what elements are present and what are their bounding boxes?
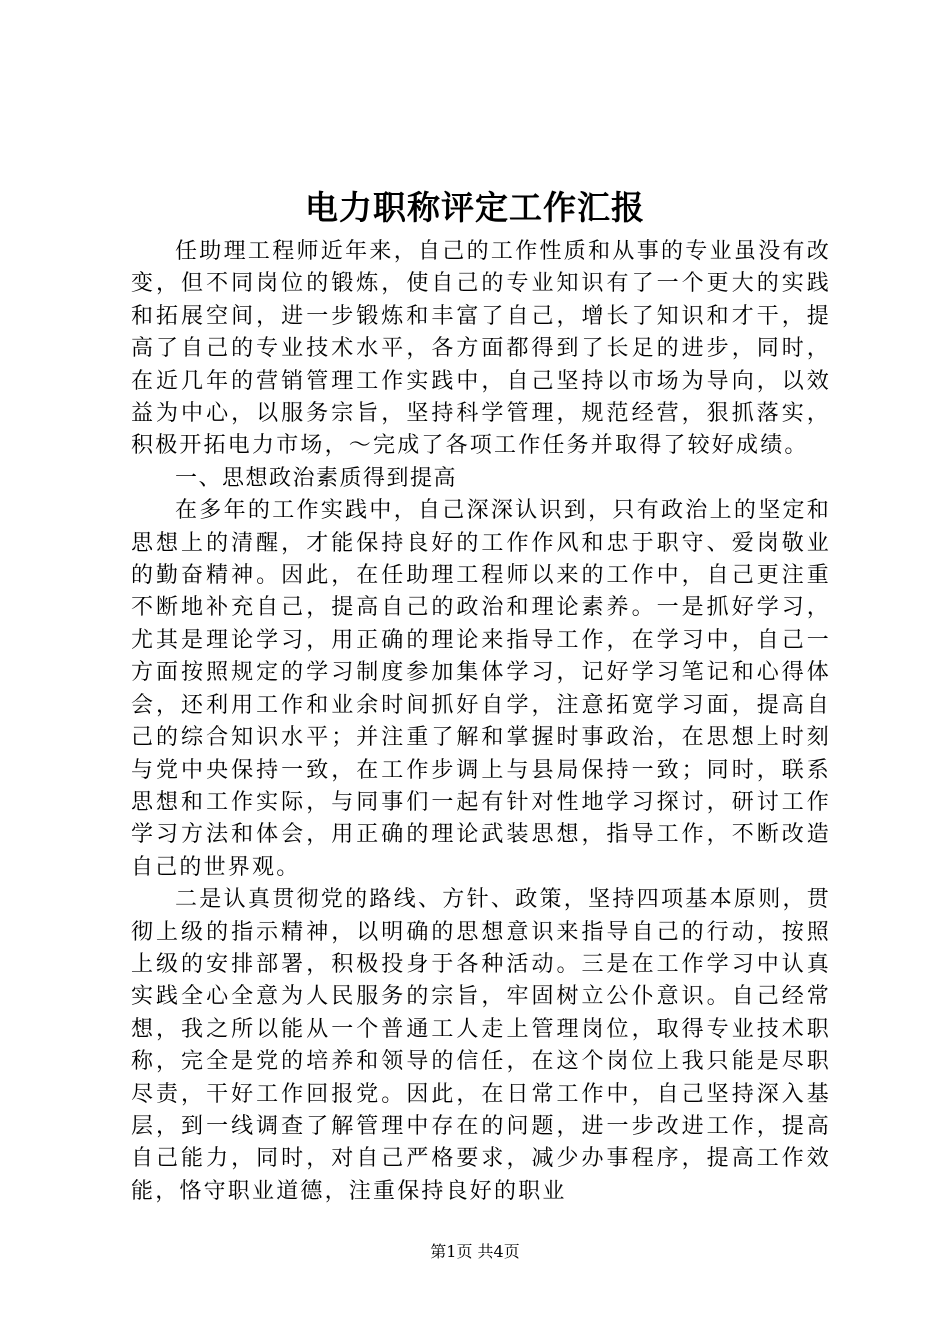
page-number: 第1页 共4页 — [430, 1242, 520, 1261]
body-paragraph: 在多年的工作实践中，自己深深认识到，只有政治上的坚定和思想上的清醒，才能保持良好的工作作风和忠于职守、爱岗敬业的勤奋精神。因此，在任助理工程师以来的工作中，自己更注重不断地补充自己，提高自己的政治和理论素养。一是抓好学习，尤其是理论学习，用正确的理论来指导工作，在学习中，自己一方面按照规定的学习制度参加集体学习，记好学习笔记和心得体会，还利用工作和业余时间抓好自学，注意拓宽学习面，提高自己的综合知识水平；并注重了解和掌握时事政治，在思想上时刻与党中央保持一致，在工作步调上与县局保持一致；同时，联系思想和工作实际，与同事们一起有针对性地学习探讨，研讨工作学习方法和体会，用正确的理论武装思想，指导工作，不断改造自己的世界观。 — [131, 498, 831, 880]
document-title: 电力职称评定工作汇报 — [305, 188, 645, 227]
document-body — [131, 236, 831, 1208]
body-paragraph: 二是认真贯彻党的路线、方针、政策，坚持四项基本原则，贯彻上级的指示精神，以明确的思想意识来指导自己的行动，按照上级的安排部署，积极投身于各种活动。三是在工作学习中认真实践全心全意为人民服务的宗旨，牢固树立公仆意识。自己经常想，我之所以能从一个普通工人走上管理岗位，取得专业技术职称，完全是党的培养和领导的信任，在这个岗位上我只能是尽职尽责，干好工作回报党。因此，在日常工作中，自己坚持深入基层，到一线调查了解管理中存在的问题，进一步改进工作，提高自己能力，同时，对自己严格要求，减少办事程序，提高工作效能，恪守职业道德，注重保持良好的职业 — [131, 887, 831, 1204]
section-heading: 一、思想政治素质得到提高 — [175, 465, 458, 491]
intro-paragraph: 任助理工程师近年来，自己的工作性质和从事的专业虽没有改变，但不同岗位的锻炼，使自己的专业知识有了一个更大的实践和拓展空间，进一步锻炼和丰富了自己，增长了知识和才干，提高了自己的专业技术水平，各方面都得到了长足的进步，同时，在近几年的营销管理工作实践中，自己坚持以市场为导向，以效益为中心，以服务宗旨，坚持科学管理，规范经营，狠抓落实，积极开拓电力市场，～完成了各项工作任务并取得了较好成绩。 — [131, 239, 831, 459]
